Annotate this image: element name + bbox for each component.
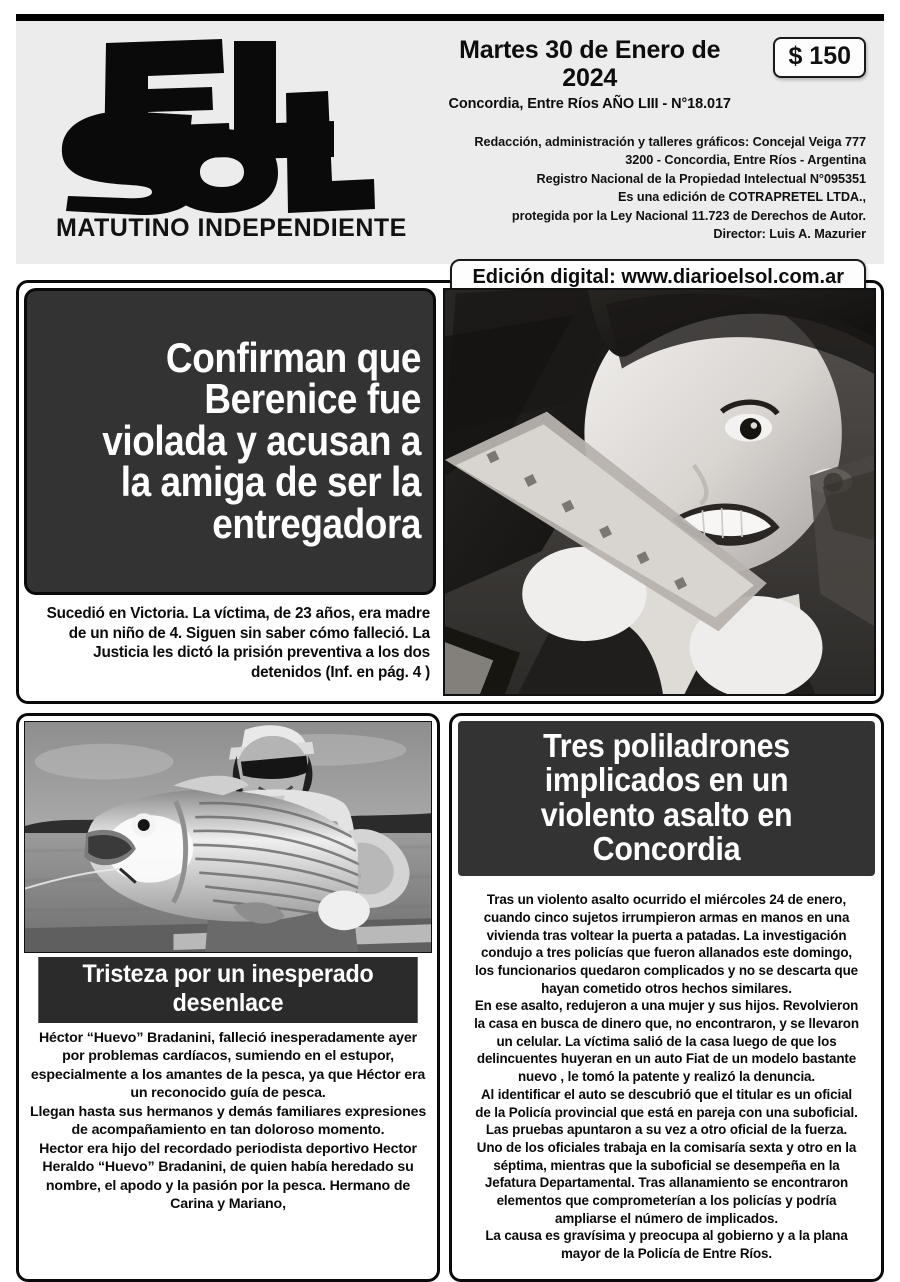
issue-date: Martes 30 de Enero de 2024: [459, 36, 721, 92]
imprint-block: [474, 133, 866, 243]
date-block: [430, 37, 759, 112]
obituary-paragraph: Héctor “Huevo” Bradanini, falleció inesperadamente ayer por problemas cardíacos, sumiendo en el estupor, especialmente a los amantes de la pesca, ya que Héctor era un reconocido guía de pesca.: [30, 1030, 426, 1102]
bottom-row: [16, 713, 884, 1282]
imprint-line: Es una edición de COTRAPRETEL LTDA.,: [618, 190, 866, 205]
masthead-tagline: MATUTINO INDEPENDIENTE: [56, 214, 407, 242]
top-story-text-column: [24, 288, 436, 696]
top-story-headline: Confirman que Berenice fue violada y acusan a la amiga de ser la entregadora: [102, 333, 422, 547]
obituary-caption: Tristeza por un inesperado desenlace: [38, 957, 417, 1023]
second-story-headline-box: [458, 721, 875, 876]
price-badge: $ 150: [773, 37, 866, 78]
second-story-panel[interactable]: [449, 713, 884, 1282]
el-sol-logo: [44, 33, 384, 218]
top-story-photo: [443, 288, 876, 696]
obituary-panel[interactable]: [16, 713, 440, 1282]
second-story-paragraph: En ese asalto, redujeron a una mujer y sus hijos. Revolvieron la casa en busca de dinero que, no encontraron, y se llevaron un celular. La víctima salió de la casa luego de que los delincuentes huyeran en un auto Fiat de un modelo bastante nuevo , le tomó la patente y realizó la denuncia.: [474, 998, 859, 1085]
second-story-paragraph: Tras un violento asalto ocurrido el miércoles 24 de enero, cuando cinco sujetos irrumpieron armas en manos en una vivienda tras voltear la puerta a patadas. La investigación condujo a tres policías que fueron allanados este domingo, los funcionarios quedaron complicados y no se descarta que hayan cometido otros hechos similares.: [475, 892, 858, 996]
masthead-branding: [30, 31, 430, 256]
imprint-line: Director: Luis A. Mazurier: [713, 227, 866, 242]
masthead-info: [430, 31, 870, 289]
imprint-line: protegida por la Ley Nacional 11.723 de Derechos de Autor.: [511, 208, 866, 223]
top-story-subhead: Sucedió en Victoria. La víctima, de 23 años, era madre de un niño de 4. Siguen sin saber cómo falleció. La Justicia les dictó la prisión preventiva a los dos detenidos (Inf. en pág. 4 ): [46, 605, 430, 681]
masthead: [16, 14, 884, 289]
el-sol-logo-icon: [44, 33, 384, 218]
fisherman-with-dorado-photo-icon: [25, 722, 431, 952]
obituary-paragraph: Hector era hijo del recordado periodista deportivo Hector Heraldo “Huevo” Bradanini, de quien había heredado su nombre, el apodo y la pasión por la pesca. Hermano de Carina y Mariano,: [39, 1140, 417, 1213]
content-area: [16, 268, 884, 1282]
issue-location-number: Concordia, Entre Ríos AÑO LIII - N°18.017: [448, 96, 731, 112]
second-story-paragraph: Uno de los oficiales trabaja en la comisaría sexta y otro en la séptima, mientras que la suboficial se desempeña en la Jefatura Departamental. Tras allanamiento se encontraron elementos que comprometerían a los policías y podría ampliarse el número de implicados.: [476, 1139, 857, 1226]
imprint-line: 3200 - Concordia, Entre Ríos - Argentina: [625, 153, 866, 168]
top-story-panel[interactable]: [16, 280, 884, 704]
date-and-price-row: [430, 37, 866, 112]
obituary-photo: [24, 721, 432, 953]
digital-edition-box[interactable]: Edición digital: www.diarioelsol.com.ar: [450, 259, 866, 298]
second-story-paragraph: Al identificar el auto se descubrió que el titular es un oficial de la Policía provincial que está en pareja con una suboficial. Las pruebas apuntaron a su vez a otro oficial de la fuerza.: [475, 1086, 858, 1138]
second-story-body: [472, 891, 861, 1262]
imprint-line: Redacción, administración y talleres gráficos: Concejal Veiga 777: [474, 135, 866, 149]
top-story-headline-box: [24, 288, 436, 595]
obituary-paragraph: Llegan hasta sus hermanos y demás familiares expresiones de acompañamiento en tan doloroso momento.: [29, 1103, 427, 1139]
woman-portrait-photo-icon: [445, 290, 874, 694]
second-story-paragraph: La causa es gravísima y preocupa al gobierno y a la plana mayor de la Policía de Entre Ríos.: [485, 1228, 848, 1261]
second-story-headline: Tres poliladrones implicados en un violento asalto en Concordia: [540, 727, 793, 867]
imprint-line: Registro Nacional de la Propiedad Intelectual N°095351: [536, 171, 866, 186]
obituary-body: [24, 1023, 432, 1214]
second-story-body-card: [458, 883, 875, 1272]
